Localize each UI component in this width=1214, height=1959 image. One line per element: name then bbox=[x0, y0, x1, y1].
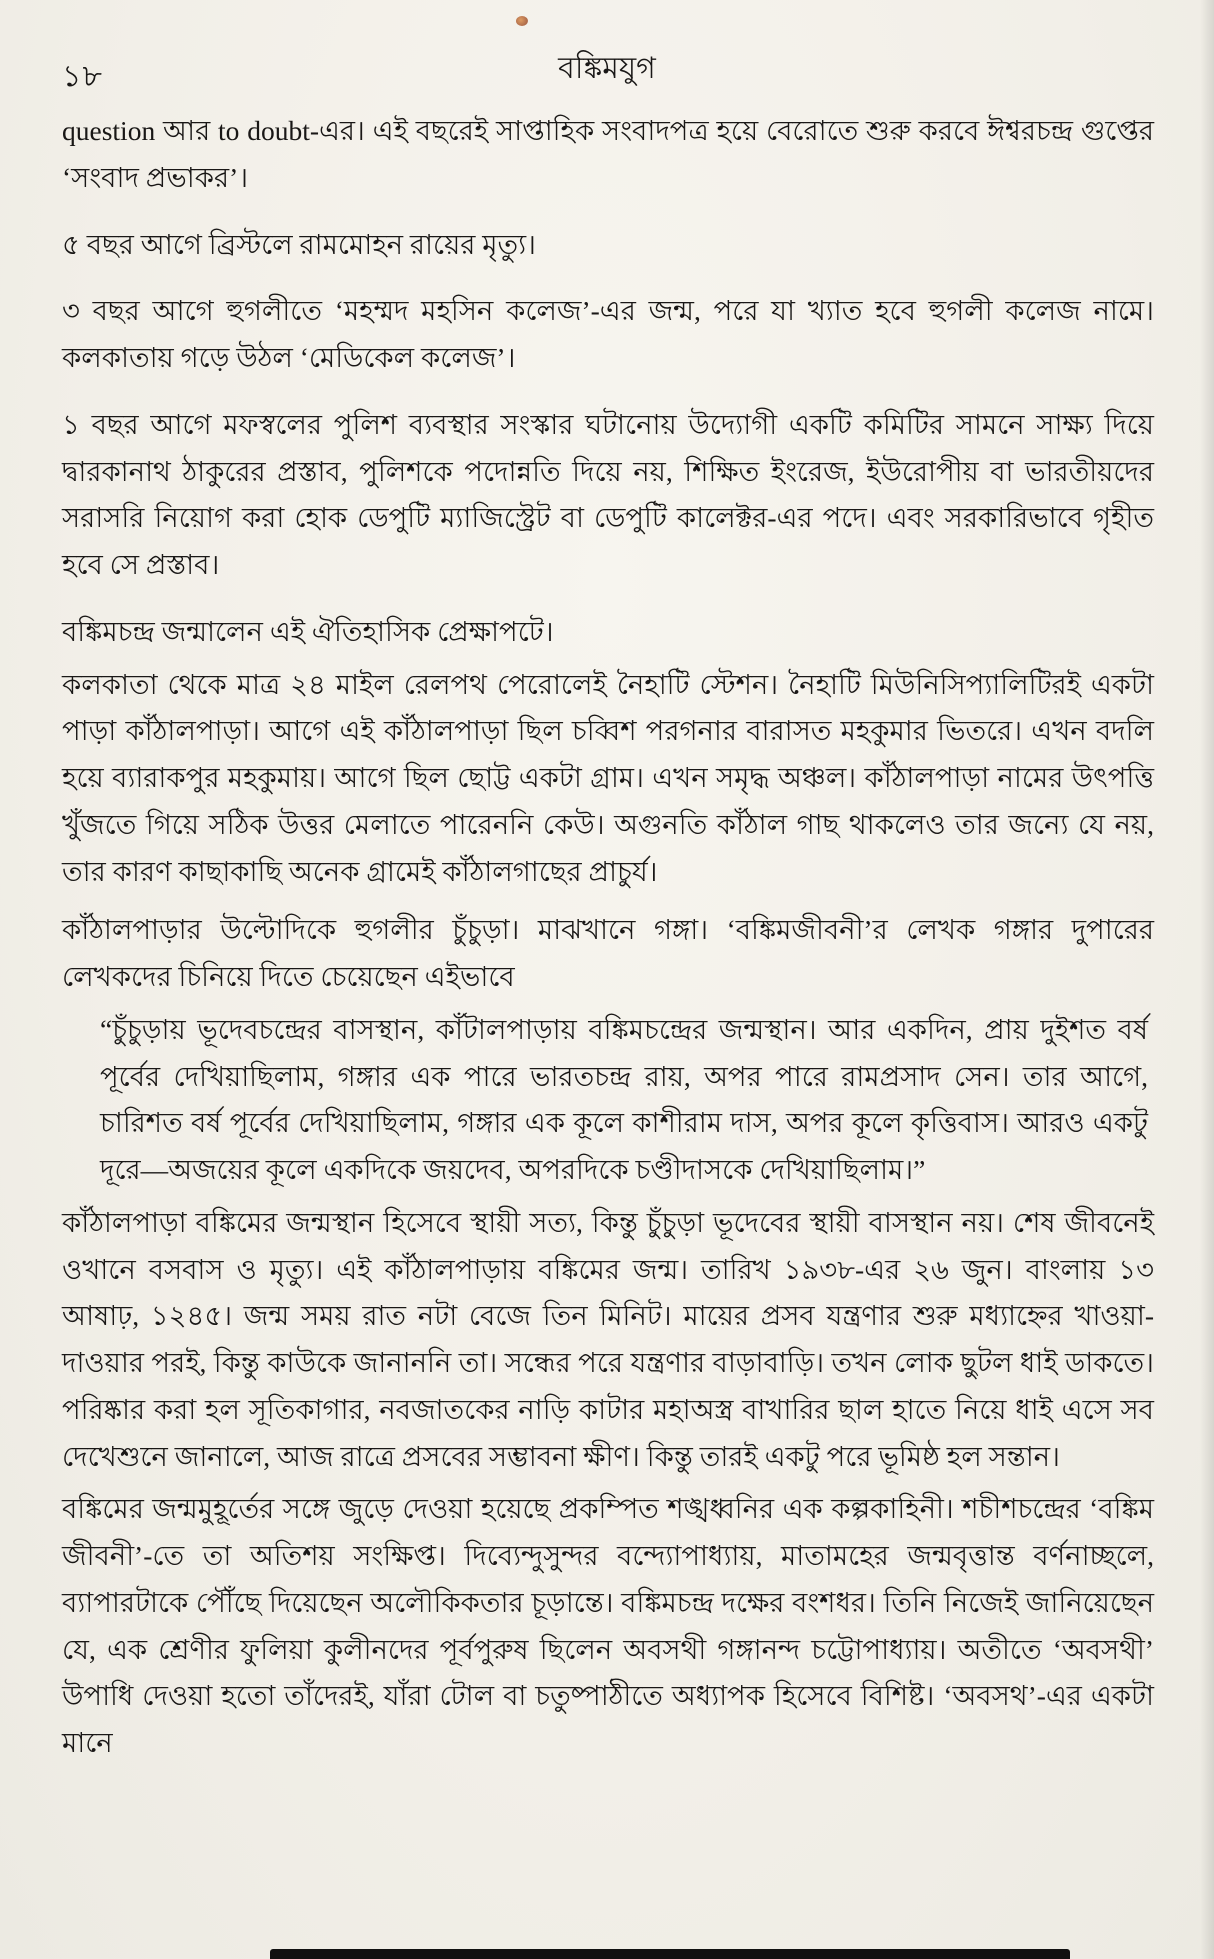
paragraph-chunchura: কাঁঠালপাড়ার উল্টোদিকে হুগলীর চুঁচুড়া। মাঝখানে গঙ্গা। ‘বঙ্কিমজীবনী’র লেখক গঙ্গার দুপারের লেখকদের চিনিয়ে দিতে চেয়েছেন এইভাবে bbox=[62, 914, 1154, 992]
paragraph-birth-legend: বঙ্কিমের জন্মমুহূর্তের সঙ্গে জুড়ে দেওয়া হয়েছে প্রকম্পিত শঙ্খধ্বনির এক কল্পকাহিনী। শচীশচন্দ্রের ‘বঙ্কিম জীবনী’-তে তা অতিশয় সংক্ষিপ্ত। দিব্যেন্দুসুন্দর বন্দ্যোপাধ্যায়, মাতামহের জন্মবৃত্তান্ত বর্ণনাচ্ছলে, ব্যাপারটাকে পৌঁছে দিয়েছেন অলৌকিকতার চূড়ান্তে। বঙ্কিমচন্দ্র দক্ষের বংশধর। তিনি নিজেই জানিয়েছেন যে, এক শ্রেণীর ফুলিয়া কুলীনদের পূর্বপুরুষ ছিলেন অবসথী গঙ্গানন্দ চট্টোপাধ্যায়। অতীতে ‘অবসথী’ উপাধি দেওয়া হতো তাঁদেরই, যাঁরা টোল বা চতুষ্পাঠীতে অধ্যাপক হিসেবে বিশিষ্ট। ‘অবসথ’-এর একটা মানে bbox=[62, 1493, 1154, 1758]
paragraph-five-years-ago: ৫ বছর আগে ব্রিস্টলে রামমোহন রায়ের মৃত্যু। bbox=[62, 228, 536, 260]
page-number: ১৮ bbox=[62, 60, 103, 93]
page-body-text bbox=[62, 108, 1154, 1939]
blockquote-bankim-jibani: “চুঁচুড়ায় ভূদেবচন্দ্রের বাসস্থান, কাঁটালপাড়ায় বঙ্কিমচন্দ্রের জন্মস্থান। আর একদিন, প্রায় দুইশত বর্ষ পূর্বের দেখিয়াছিলাম, গঙ্গার এক পারে ভারতচন্দ্র রায়, অপর পারে রামপ্রসাদ সেন। তার আগে, চারিশত বর্ষ পূর্বের দেখিয়াছিলাম, গঙ্গার এক কূলে কাশীরাম দাস, অপর কূলে কৃত্তিবাস। আরও একটু দূরে—অজয়ের কূলে একদিকে জয়দেব, অপরদিকে চণ্ডীদাসকে দেখিয়াছিলাম।” bbox=[100, 1013, 1148, 1185]
chapter-running-title: বঙ্কিমযুগ bbox=[558, 52, 656, 85]
page-header bbox=[0, 0, 1214, 102]
scan-right-edge-shadow bbox=[1200, 0, 1214, 1959]
paragraph-birth-context: বঙ্কিমচন্দ্র জন্মালেন এই ঐতিহাসিক প্রেক্ষাপটে। bbox=[62, 615, 554, 647]
scan-bottom-edge-artifact bbox=[270, 1949, 1070, 1959]
paragraph-naihati: কলকাতা থেকে মাত্র ২৪ মাইল রেলপথ পেরোলেই নৈহাটি স্টেশন। নৈহাটি মিউনিসিপ্যালিটিরই একটা পাড়া কাঁঠালপাড়া। আগে এই কাঁঠালপাড়া ছিল চব্বিশ পরগনার বারাসত মহকুমার ভিতরে। এখন বদলি হয়ে ব্যারাকপুর মহকুমায়। আগে ছিল ছোট্ট একটা গ্রাম। এখন সমৃদ্ধ অঞ্চল। কাঁঠালপাড়া নামের উৎপত্তি খুঁজতে গিয়ে সঠিক উত্তর মেলাতে পারেননি কেউ। অগুনতি কাঁঠাল গাছ থাকলেও তার জন্যে যে নয়, তার কারণ কাছাকাছি অনেক গ্রামেই কাঁঠালগাছের প্রাচুর্য। bbox=[62, 668, 1154, 887]
paragraph-one-year-ago: ১ বছর আগে মফস্বলের পুলিশ ব্যবস্থার সংস্কার ঘটানোয় উদ্যোগী একটি কমিটির সামনে সাক্ষ্য দিয়ে দ্বারকানাথ ঠাকুরের প্রস্তাব, পুলিশকে পদোন্নতি দিয়ে নয়, শিক্ষিত ইংরেজ, ইউরোপীয় বা ভারতীয়দের সরাসরি নিয়োগ করা হোক ডেপুটি ম্যাজিস্ট্রেট বা ডেপুটি কালেক্টর-এর পদে। এবং সরকারিভাবে গৃহীত হবে সে প্রস্তাব। bbox=[62, 408, 1154, 580]
paragraph-intro: question আর to doubt-এর। এই বছরেই সাপ্তাহিক সংবাদপত্র হয়ে বেরোতে শুরু করবে ঈশ্বরচন্দ্র গুপ্তের ‘সংবাদ প্রভাকর’। bbox=[62, 115, 1154, 193]
paragraph-three-years-ago: ৩ বছর আগে হুগলীতে ‘মহম্মদ মহসিন কলেজ’-এর জন্ম, পরে যা খ্যাত হবে হুগলী কলেজ নামে। কলকাতায় গড়ে উঠল ‘মেডিকেল কলেজ’। bbox=[62, 295, 1154, 373]
paragraph-birth-details: কাঁঠালপাড়া বঙ্কিমের জন্মস্থান হিসেবে স্থায়ী সত্য, কিন্তু চুঁচুড়া ভূদেবের স্থায়ী বাসস্থান নয়। শেষ জীবনেই ওখানে বসবাস ও মৃত্যু। এই কাঁঠালপাড়ায় বঙ্কিমের জন্ম। তারিখ ১৯৩৮-এর ২৬ জুন। বাংলায় ১৩ আষাঢ়, ১২৪৫। জন্ম সময় রাত নটা বেজে তিন মিনিট। মায়ের প্রসব যন্ত্রণার শুরু মধ্যাহ্নের খাওয়া-দাওয়ার পরই, কিন্তু কাউকে জানাননি তা। সন্ধের পরে যন্ত্রণার বাড়াবাড়ি। তখন লোক ছুটল ধাই ডাকতে। পরিষ্কার করা হল সূতিকাগার, নবজাতকের নাড়ি কাটার মহাঅস্ত্র বাখারির ছাল হাতে নিয়ে ধাই এসে সব দেখেশুনে জানালে, আজ রাত্রে প্রসবের সম্ভাবনা ক্ষীণ। কিন্তু তারই একটু পরে ভূমিষ্ঠ হল সন্তান। bbox=[62, 1206, 1154, 1472]
